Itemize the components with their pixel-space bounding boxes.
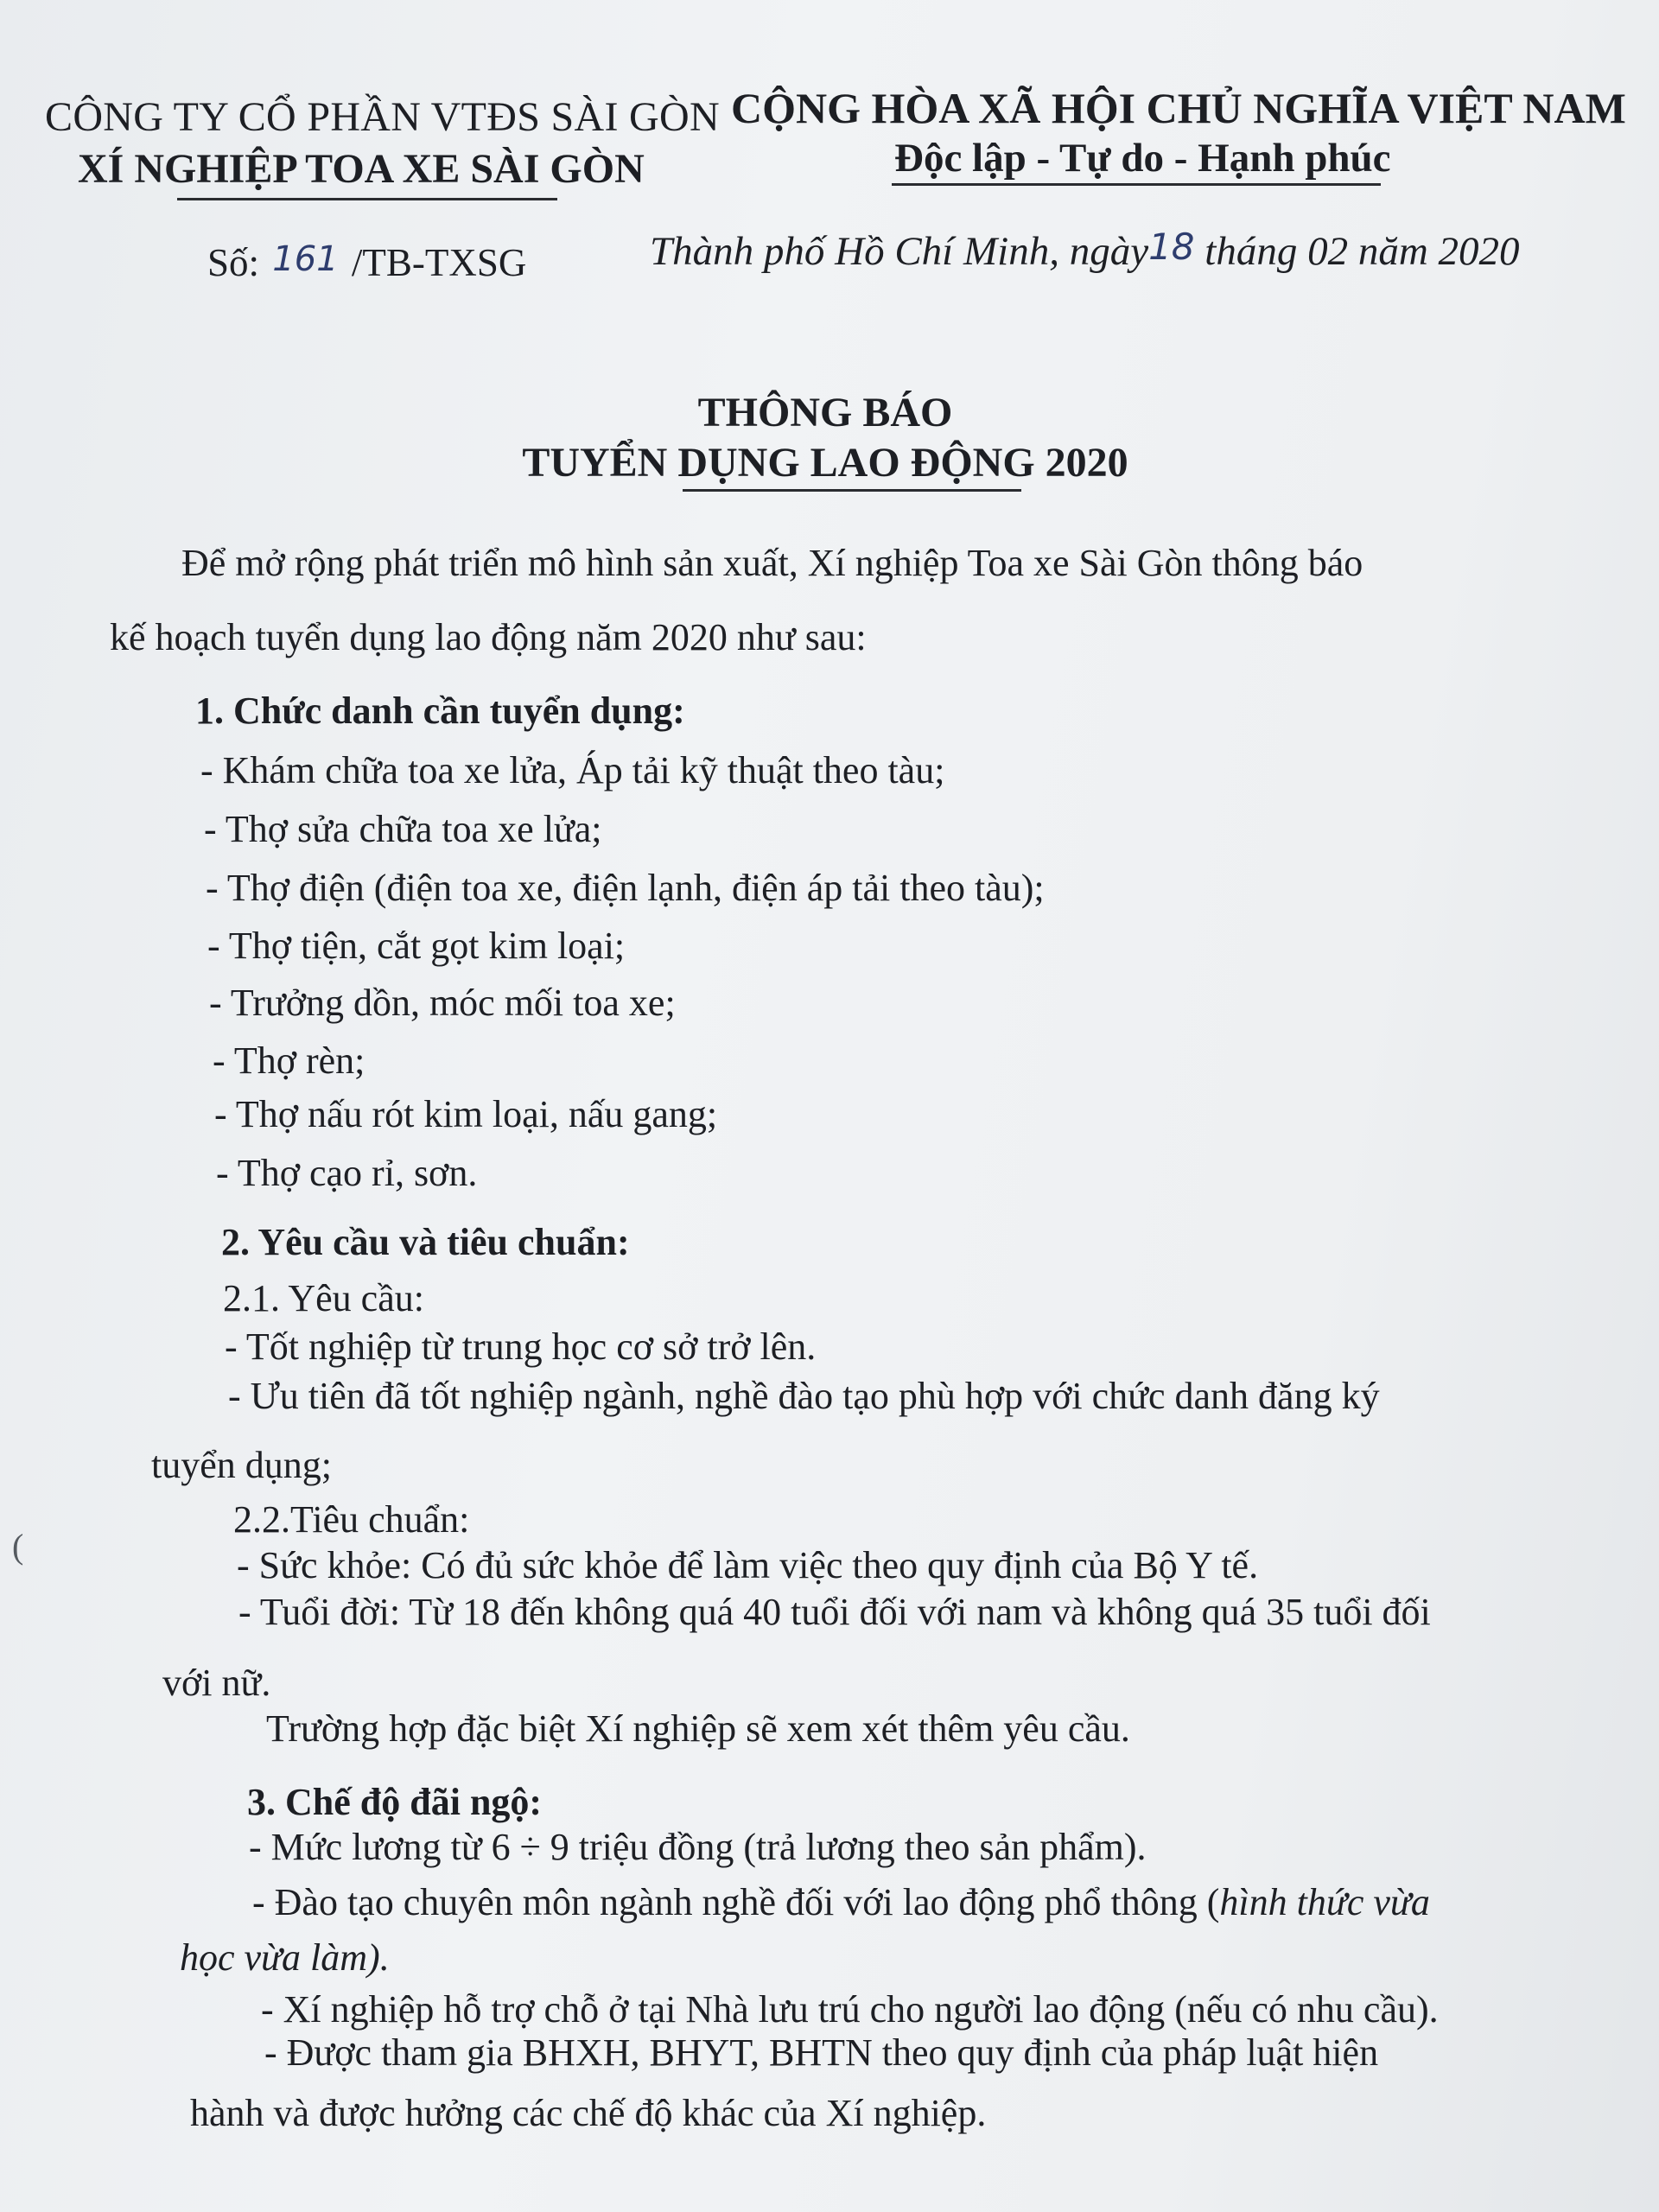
- subsection-2-1: 2.1. Yêu cầu:: [223, 1277, 424, 1319]
- benefit-4: - Được tham gia BHXH, BHYT, BHTN theo quy định của pháp luật hiện: [264, 2031, 1379, 2074]
- date-day-handwritten: 18: [1148, 226, 1195, 268]
- list-item: - Thợ điện (điện toa xe, điện lạnh, điện áp tải theo tàu);: [206, 867, 1045, 909]
- requirement-1: - Tốt nghiệp từ trung học cơ sở trở lên.: [225, 1325, 817, 1368]
- enterprise-underline: [177, 198, 557, 200]
- company-name: CÔNG TY CỔ PHẦN VTĐS SÀI GÒN: [45, 94, 720, 140]
- benefit-2: [252, 1880, 1430, 1926]
- benefit-2-text: - Đào tạo chuyên môn ngành nghề đối với lao động phổ thông (: [252, 1881, 1220, 1923]
- document-date: [650, 228, 1520, 275]
- list-item: - Khám chữa toa xe lửa, Áp tải kỹ thuật theo tàu;: [200, 749, 945, 791]
- reference-number: [207, 240, 526, 285]
- document-title: THÔNG BÁO: [697, 390, 953, 435]
- benefit-4-cont: hành và được hưởng các chế độ khác của Xí nghiệp.: [190, 2092, 987, 2134]
- standard-2-cont: với nữ.: [162, 1662, 271, 1704]
- section-1-heading: 1. Chức danh cần tuyển dụng:: [195, 690, 685, 732]
- reference-suffix: /TB-TXSG: [351, 241, 527, 284]
- benefit-1: - Mức lương từ 6 ÷ 9 triệu đồng (trả lương theo sản phẩm).: [249, 1826, 1147, 1868]
- special-case-note: Trường hợp đặc biệt Xí nghiệp sẽ xem xét thêm yêu cầu.: [266, 1707, 1130, 1750]
- benefit-2-cont: học vừa làm).: [180, 1936, 390, 1979]
- section-2-heading: 2. Yêu cầu và tiêu chuẩn:: [221, 1221, 630, 1263]
- enterprise-name: XÍ NGHIỆP TOA XE SÀI GÒN: [78, 146, 645, 192]
- list-item: - Trưởng dồn, móc mối toa xe;: [209, 982, 676, 1024]
- benefit-3: - Xí nghiệp hỗ trợ chỗ ở tại Nhà lưu trú cho người lao động (nếu có nhu cầu).: [261, 1988, 1439, 2031]
- subsection-2-2: 2.2.Tiêu chuẩn:: [233, 1498, 470, 1541]
- list-item: - Thợ tiện, cắt gọt kim loại;: [207, 925, 626, 967]
- motto-underline: [892, 183, 1381, 186]
- nation-motto: Độc lập - Tự do - Hạnh phúc: [894, 136, 1391, 181]
- list-item: - Thợ sửa chữa toa xe lửa;: [204, 808, 602, 850]
- title-underline: [683, 489, 1021, 492]
- nation-title: CỘNG HÒA XÃ HỘI CHỦ NGHĨA VIỆT NAM: [731, 84, 1626, 132]
- section-3-heading: 3. Chế độ đãi ngộ:: [247, 1781, 543, 1823]
- list-item: - Thợ cạo rỉ, sơn.: [216, 1152, 478, 1194]
- intro-line-2: kế hoạch tuyển dụng lao động năm 2020 như sau:: [110, 616, 867, 658]
- list-item: - Thợ rèn;: [213, 1039, 365, 1082]
- benefit-2-italic: hình thức vừa: [1219, 1881, 1430, 1923]
- date-suffix: tháng 02 năm 2020: [1205, 229, 1520, 274]
- reference-prefix: Số:: [207, 241, 260, 284]
- date-prefix: Thành phố Hồ Chí Minh, ngày: [650, 229, 1149, 274]
- margin-mark: (: [12, 1527, 24, 1566]
- requirement-2-cont: tuyển dụng;: [151, 1444, 332, 1486]
- requirement-2: - Ưu tiên đã tốt nghiệp ngành, nghề đào tạo phù hợp với chức danh đăng ký: [228, 1375, 1380, 1417]
- intro-line-1: Để mở rộng phát triển mô hình sản xuất, Xí nghiệp Toa xe Sài Gòn thông báo: [181, 542, 1363, 584]
- reference-number-handwritten: 161: [272, 239, 339, 279]
- standard-2: - Tuổi đời: Từ 18 đến không quá 40 tuổi đối với nam và không quá 35 tuổi đối: [238, 1591, 1431, 1633]
- list-item: - Thợ nấu rót kim loại, nấu gang;: [214, 1093, 718, 1135]
- document-subtitle: TUYỂN DỤNG LAO ĐỘNG 2020: [522, 440, 1128, 486]
- standard-1: - Sức khỏe: Có đủ sức khỏe để làm việc theo quy định của Bộ Y tế.: [237, 1544, 1259, 1586]
